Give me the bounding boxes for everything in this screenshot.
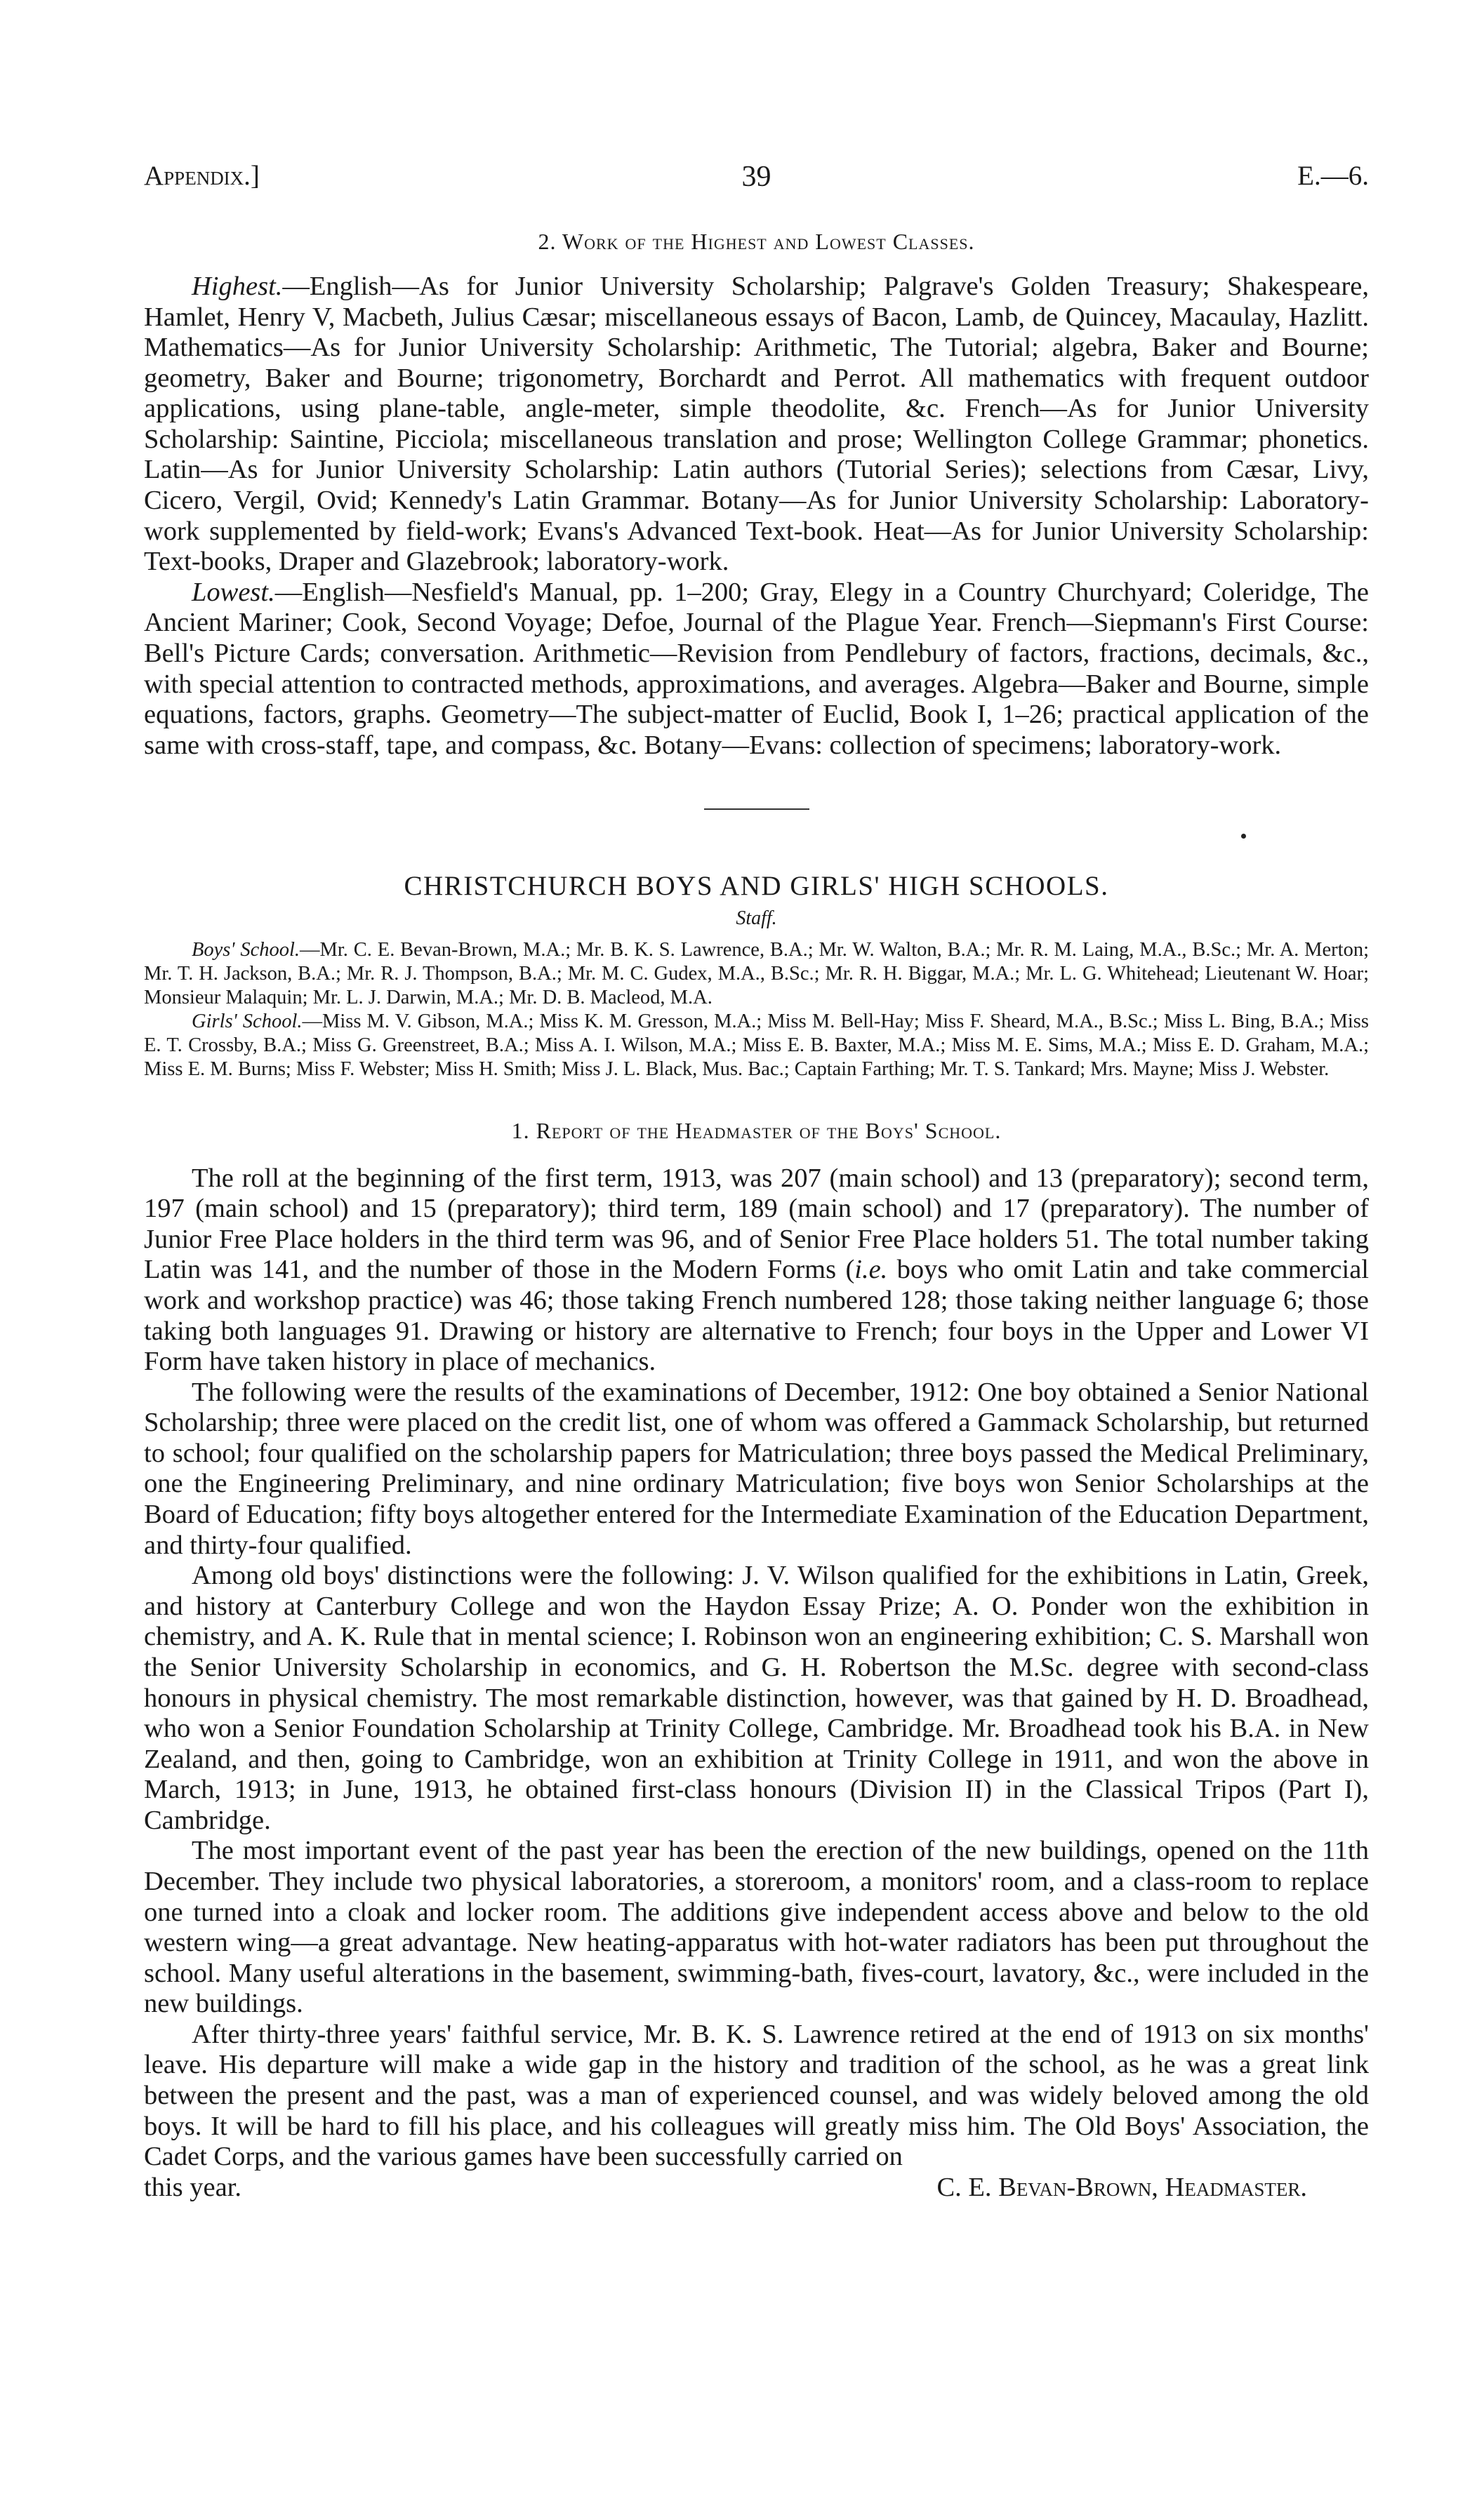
- highest-paragraph: [144, 272, 1369, 578]
- page-number: 39: [741, 161, 771, 193]
- section-divider: [704, 808, 809, 810]
- girls-staff-list: —Miss M. V. Gibson, M.A.; Miss K. M. Gresson, M.A.; Miss M. Bell-Hay; Miss F. Sheard, M.A., B.Sc.; Miss L. Bing, B.A.; Miss E. T. Crossby, B.A.; Miss G. Greenstreet, B.A.; Miss A. I. Wilson, M.A.; Miss E. B. Baxter, M.A.; Miss M. E. Sims, M.A.; Miss E. D. Graham, M.A.; Miss E. M. Burns; Miss F. Webster; Miss H. Smith; Miss J. L. Black, Mus. Bac.; Captain Farthing; Mr. T. S. Tankard; Mrs. Mayne; Miss J. Webster.: [144, 1010, 1369, 1080]
- header-appendix: Appendix.]: [144, 161, 260, 191]
- report-paragraph-roll: [144, 1164, 1369, 1378]
- header-reference: E.—6.: [1297, 161, 1369, 191]
- roll-text-ie: i.e.: [854, 1255, 888, 1285]
- boys-school-label: Boys' School.: [192, 939, 300, 961]
- lowest-label: Lowest.: [192, 577, 275, 607]
- page-content: [144, 229, 1369, 2203]
- girls-staff-paragraph: [144, 1010, 1369, 1081]
- roll-text-a: The roll at the beginning of the first term, 1913, was 207 (main school) and 13 (preparatory); second term, 197 (main school) and 15 (preparatory); third term, 189 (main school) and 17 (preparatory). The number of Junior Free Place holders in the third term was 96, and of Senior Free Place holders 51. The total number taking Latin was 141, and the number of those in the Modern Forms (: [144, 1163, 1369, 1285]
- roll-text-b: boys who omit Latin and take commercial work and workshop practice) was 46; those taking French numbered 128; those taking neither language 6; those taking both languages 91. Drawing or history are alternative to French; four boys in the Upper and Lower VI Form have taken history in place of mechanics.: [144, 1255, 1369, 1377]
- lowest-text: —English—Nesfield's Manual, pp. 1–200; Gray, Elegy in a Country Churchyard; Coleridge, The Ancient Mariner; Cook, Second Voyage; Defoe, Journal of the Plague Year. French—Siepmann's First Course: Bell's Picture Cards; conversation. Arithmetic—Revision from Pendlebury of factors, fractions, decimals, &c., with special attention to contracted methods, approximations, and averages. Algebra—Baker and Bourne, simple equations, factors, graphs. Geometry—The subject-matter of Euclid, Book I, 1–26; practical application of the same with cross-staff, tape, and compass, &c. Botany—Evans: collection of specimens; laboratory-work.: [144, 577, 1369, 760]
- boys-staff-paragraph: [144, 938, 1369, 1010]
- headmaster-report: [144, 1164, 1369, 2204]
- boys-staff-list: —Mr. C. E. Bevan-Brown, M.A.; Mr. B. K. S. Lawrence, B.A.; Mr. W. Walton, B.A.; Mr. R. M. Laing, M.A., B.Sc.; Mr. A. Merton; Mr. T. H. Jackson, B.A.; Mr. R. J. Thompson, B.A.; Mr. M. C. Gudex, M.A., B.Sc.; Mr. R. H. Biggar, M.A.; Mr. L. G. Whitehead; Lieutenant W. Hoar; Monsieur Malaquin; Mr. L. J. Darwin, M.A.; Mr. D. B. Macleod, M.A.: [144, 939, 1369, 1009]
- report-paragraph-buildings: The most important event of the past year has been the erection of the new buildings, opened on the 11th December. They include two physical laboratories, a storeroom, a monitors' room, and a class-room to replace one turned into a cloak and locker room. The additions give independent access above and below to the old western wing—a great advantage. New heating-apparatus with hot-water radiators has been put throughout the school. Many useful alterations in the basement, swimming-bath, fives-court, lavatory, &c., were included in the new buildings.: [144, 1836, 1369, 2019]
- closing-text: this year.: [144, 2172, 241, 2202]
- closing-line: [144, 2173, 1369, 2204]
- report-title: 1. Report of the Headmaster of the Boys' School.: [511, 1117, 1002, 1143]
- highest-label: Highest.: [192, 272, 283, 301]
- signature: C. E. Bevan-Brown, Headmaster.: [936, 2172, 1307, 2202]
- lowest-paragraph: [144, 578, 1369, 761]
- report-paragraph-distinctions: Among old boys' distinctions were the following: J. V. Wilson qualified for the exhibitions in Latin, Greek, and history at Canterbury College and won the Haydon Essay Prize; A. O. Ponder won the exhibition in chemistry, and A. K. Rule that in mental science; I. Robinson won an engineering exhibition; C. S. Marshall won the Senior University Scholarship in economics, and G. H. Robertson the M.Sc. degree with second-class honours in physical chemistry. The most remarkable distinction, however, was that gained by H. D. Broadhead, who won a Senior Foundation Scholarship at Trinity College, Cambridge. Mr. Broadhead took his B.A. in New Zealand, and then, going to Cambridge, won an exhibition at Trinity College in 1911, and won the above in March, 1913; in June, 1913, he obtained first-class honours (Division II) in the Classical Tripos (Part I), Cambridge.: [144, 1561, 1369, 1835]
- work-classes-section: [144, 272, 1369, 761]
- staff-heading: Staff.: [736, 907, 777, 930]
- staff-section: [144, 938, 1369, 1081]
- report-paragraph-lawrence: After thirty-three years' faithful service, Mr. B. K. S. Lawrence retired at the end of 1913 on six months' leave. His departure will make a wide gap in the history and tradition of the school, as he was a great link between the present and the past, was a man of experienced counsel, and was widely beloved among the old boys. It will be hard to fill his place, and his colleagues will greatly miss him. The Old Boys' Association, the Cadet Corps, and the various games have been successfully carried on: [144, 2019, 1369, 2172]
- girls-school-label: Girls' School.: [192, 1010, 303, 1032]
- page-header: [144, 160, 1369, 205]
- report-paragraph-examinations: The following were the results of the examinations of December, 1912: One boy obtained a Senior National Scholarship; three were placed on the credit list, one of whom was offered a Gammack Scholarship, but returned to school; four qualified on the scholarship papers for Matriculation; three boys passed the Medical Preliminary, one the Engineering Preliminary, and nine ordinary Matriculation; five boys won Senior Scholarships at the Board of Education; fifty boys altogether entered for the Intermediate Examination of the Education Department, and thirty-four qualified.: [144, 1377, 1369, 1560]
- highest-text: —English—As for Junior University Scholarship; Palgrave's Golden Treasury; Shakespeare, Hamlet, Henry V, Macbeth, Julius Cæsar; miscellaneous essays of Bacon, Lamb, de Quincey, Macaulay, Hazlitt. Mathematics—As for Junior University Scholarship: Arithmetic, The Tutorial; algebra, Baker and Bourne; geometry, Baker and Bourne; trigonometry, Borchardt and Perrot. All mathematics with frequent outdoor applications, using plane-table, angle-meter, simple theodolite, &c. French—As for Junior University Scholarship: Saintine, Picciola; miscellaneous translation and prose; Wellington College Grammar; phonetics. Latin—As for Junior University Scholarship: Latin authors (Tutorial Series); selections from Cæsar, Livy, Cicero, Vergil, Ovid; Kennedy's Latin Grammar. Botany—As for Junior University Scholarship: Laboratory-work supplemented by field-work; Evans's Advanced Text-book. Heat—As for Junior University Scholarship: Text-books, Draper and Glazebrook; laboratory-work.: [144, 272, 1369, 577]
- section-title-work: 2. Work of the Highest and Lowest Classes.: [538, 229, 975, 254]
- school-title: CHRISTCHURCH BOYS AND GIRLS' HIGH SCHOOLS.: [404, 871, 1109, 902]
